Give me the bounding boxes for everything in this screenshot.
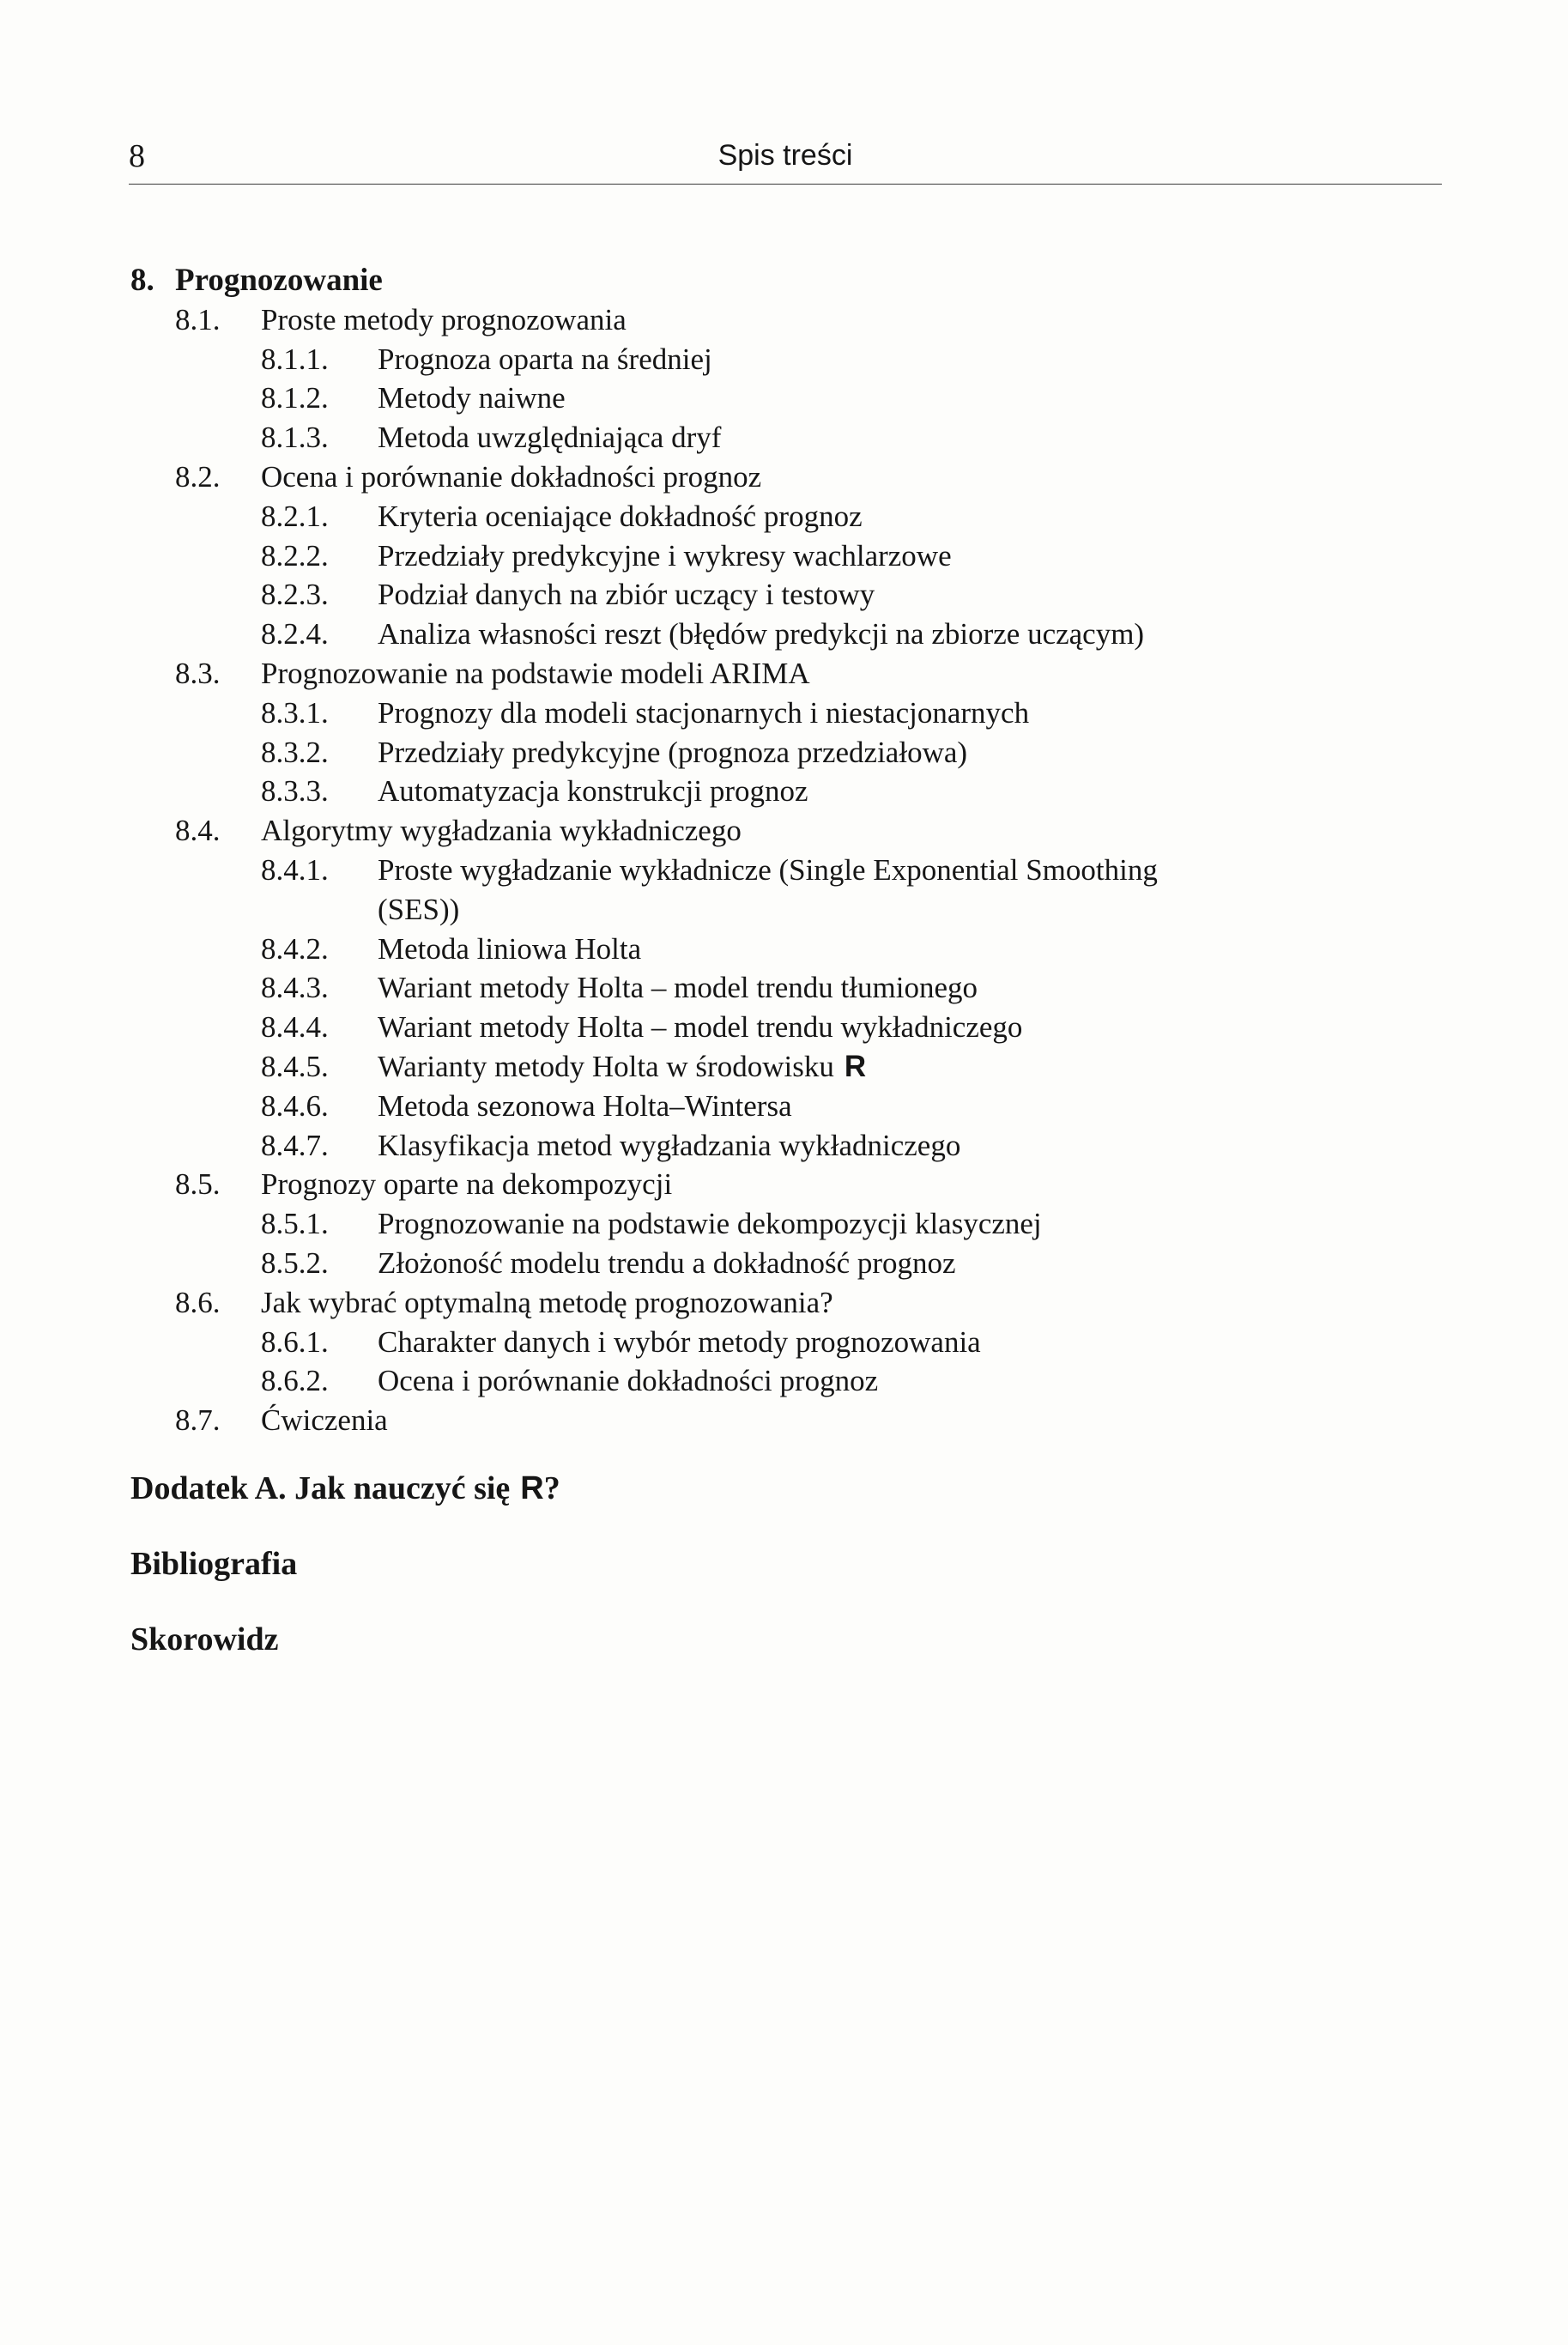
toc-entry[interactable] (130, 1401, 1447, 1440)
toc-page (578, 1463, 1447, 1514)
toc-title: Proste wygładzanie wykładnicze (Single Exponential Smoothing (378, 852, 1158, 887)
toc-number: 8.6.2. (261, 1364, 329, 1398)
spacer (130, 1514, 1447, 1538)
toc-entry[interactable] (130, 1047, 1447, 1087)
toc-number: 8.2.4. (261, 617, 329, 651)
toc-entry[interactable] (130, 1283, 1447, 1323)
toc-entry[interactable] (130, 615, 1447, 654)
toc-title: Podział danych na zbiór uczący i testowy (378, 578, 875, 612)
toc-page (995, 968, 1447, 1008)
toc-entry[interactable] (130, 340, 1447, 379)
toc-title: Prognozowanie na podstawie modeli ARIMA (261, 656, 810, 690)
toc-page (730, 340, 1447, 379)
toc-page (851, 1283, 1447, 1323)
toc-number: 8.3.3. (261, 774, 329, 809)
toc-entry[interactable] (130, 1126, 1447, 1166)
toc-appendix-a[interactable] (130, 1463, 1447, 1514)
toc-title: Klasyfikacja metod wygładzania wykładniczego (378, 1128, 961, 1162)
toc-number: 8.3.1. (261, 695, 329, 730)
toc-title: Analiza własności reszt (błędów predykcji na zbiorze uczącym) (378, 617, 1145, 651)
toc-page (405, 1401, 1447, 1440)
toc-title: Metoda liniowa Holta (378, 931, 642, 966)
toc-page (759, 811, 1447, 851)
toc-title-end: ? (543, 1469, 560, 1506)
toc-page (809, 1087, 1447, 1126)
toc-number: 8.2.3. (261, 578, 329, 612)
toc-page (314, 1538, 1447, 1590)
toc-entry[interactable] (130, 497, 1447, 536)
toc-page (658, 930, 1447, 969)
toc-title: Warianty metody Holta w środowisku (378, 1049, 834, 1083)
toc-entry[interactable] (130, 930, 1447, 969)
toc-page (998, 1323, 1447, 1362)
spacer (130, 1590, 1447, 1614)
toc-number: 8.7. (175, 1403, 221, 1438)
toc-title: Przedziały predykcyjne (prognoza przedziałowa) (378, 735, 968, 769)
toc-entry[interactable] (130, 1323, 1447, 1362)
toc-page (583, 379, 1447, 418)
toc-page (892, 575, 1447, 615)
toc-title: Skorowidz (130, 1621, 279, 1657)
toc-number: 8.3. (175, 656, 221, 690)
toc-entry[interactable] (130, 1244, 1447, 1283)
toc-page (1039, 1008, 1447, 1047)
toc-title: Bibliografia (130, 1545, 298, 1582)
toc-number: 8.6.1. (261, 1324, 329, 1359)
toc-entry[interactable] (130, 379, 1447, 418)
spacer (130, 1440, 1447, 1463)
toc-title: Prognozy dla modeli stacjonarnych i niestacjonarnych (378, 695, 1030, 730)
toc-page (984, 733, 1447, 773)
toc-entry-line-1 (130, 851, 1447, 890)
toc-page (883, 1047, 1447, 1087)
toc-page (400, 261, 1447, 300)
toc-title: Prognoza oparta na średniej (378, 342, 712, 376)
toc-title: Algorytmy wygładzania wykładniczego (261, 814, 742, 848)
toc-page (880, 497, 1447, 536)
toc-title: Prognozy oparte na dekompozycji (261, 1167, 673, 1202)
r-language-logo: R (520, 1469, 544, 1506)
toc-entry[interactable] (130, 772, 1447, 811)
toc-title: Prognozowanie na podstawie dekompozycji klasycznej (378, 1207, 1042, 1241)
toc-number: 8.2. (175, 459, 221, 494)
toc-chapter-8[interactable] (130, 261, 1447, 300)
toc-bibliography[interactable] (130, 1538, 1447, 1590)
toc-number: 8.5.1. (261, 1207, 329, 1241)
toc-page (644, 300, 1447, 340)
toc-number: 8.6. (175, 1285, 221, 1319)
toc-number: 8.4.4. (261, 1010, 329, 1045)
toc-entry[interactable] (130, 654, 1447, 694)
toc-title: Metoda sezonowa Holta–Wintersa (378, 1088, 792, 1123)
r-language-logo: R (844, 1049, 867, 1083)
toc-entry[interactable] (130, 1361, 1447, 1401)
toc-page (895, 1361, 1447, 1401)
toc-entry[interactable] (130, 733, 1447, 773)
running-head: Spis treści (717, 139, 853, 172)
toc-entry[interactable] (130, 1165, 1447, 1204)
toc-page (1059, 1204, 1447, 1244)
toc-title: Złożoność modelu trendu a dokładność prognoz (378, 1245, 956, 1280)
toc-number: 8.4.2. (261, 931, 329, 966)
toc-number: 8.4.1. (261, 852, 329, 887)
toc-entry[interactable] (130, 418, 1447, 457)
toc-entry[interactable] (130, 1008, 1447, 1047)
toc-title: Wariant metody Holta – model trendu tłumionego (378, 971, 978, 1005)
toc-title: Wariant metody Holta – model trendu wykładniczego (378, 1010, 1023, 1045)
toc-page (476, 890, 1447, 930)
toc-page (973, 1244, 1447, 1283)
toc-title: Kryteria oceniające dokładność prognoz (378, 499, 863, 533)
toc-entry[interactable] (130, 811, 1447, 851)
toc-page (827, 654, 1447, 694)
page-header (129, 129, 1442, 185)
toc-entry[interactable] (130, 575, 1447, 615)
toc-page (689, 1165, 1447, 1204)
toc-number: 8.5. (175, 1167, 221, 1202)
toc-title: Metody naiwne (378, 381, 566, 415)
toc-title: Prognozowanie (175, 263, 383, 298)
toc-number: 8.4. (175, 814, 221, 848)
toc-number: 8.4.3. (261, 971, 329, 1005)
toc-number: 8.2.1. (261, 499, 329, 533)
toc-number: 8.1. (175, 302, 221, 336)
toc-title: Ćwiczenia (261, 1403, 388, 1438)
toc-page (1046, 694, 1447, 733)
toc-number: 8.4.7. (261, 1128, 329, 1162)
toc-title: Ocena i porównanie dokładności prognoz (261, 459, 762, 494)
toc-entry[interactable] (130, 1087, 1447, 1126)
toc-entry[interactable] (130, 457, 1447, 497)
toc-entry[interactable] (130, 968, 1447, 1008)
toc-page (969, 536, 1447, 576)
page-number: 8 (129, 138, 145, 174)
toc-number: 8.1.3. (261, 421, 329, 455)
toc-title: Automatyzacja konstrukcji prognoz (378, 774, 808, 809)
toc-number: 8.4.5. (261, 1049, 329, 1083)
toc-page (778, 457, 1447, 497)
table-of-contents (130, 261, 1447, 1665)
toc-page (295, 1614, 1447, 1665)
toc-page (738, 418, 1447, 457)
toc-entry[interactable] (130, 694, 1447, 733)
toc-entry[interactable] (130, 300, 1447, 340)
toc-entry-line-2 (130, 890, 1447, 930)
toc-title: Dodatek A. Jak nauczyć się (130, 1469, 511, 1506)
toc-title: Przedziały predykcyjne i wykresy wachlarzowe (378, 538, 952, 573)
toc-index[interactable] (130, 1614, 1447, 1665)
toc-title-continued: (SES)) (378, 892, 460, 926)
toc-title: Ocena i porównanie dokładności prognoz (378, 1364, 879, 1398)
toc-number: 8.2.2. (261, 538, 329, 573)
toc-page (978, 1126, 1447, 1166)
toc-title: Jak wybrać optymalną metodę prognozowania? (261, 1285, 833, 1319)
toc-entry[interactable] (130, 536, 1447, 576)
toc-number: 8.1.2. (261, 381, 329, 415)
toc-page (826, 772, 1447, 811)
toc-title: Metoda uwzględniająca dryf (378, 421, 722, 455)
toc-number: 8.4.6. (261, 1088, 329, 1123)
toc-title: Proste metody prognozowania (261, 302, 627, 336)
toc-number: 8.3.2. (261, 735, 329, 769)
toc-page (1156, 615, 1447, 654)
toc-number: 8.5.2. (261, 1245, 329, 1280)
toc-title: Charakter danych i wybór metody prognozowania (378, 1324, 981, 1359)
toc-entry[interactable] (130, 851, 1447, 930)
toc-number: 8. (130, 263, 154, 298)
toc-entry[interactable] (130, 1204, 1447, 1244)
toc-number: 8.1.1. (261, 342, 329, 376)
